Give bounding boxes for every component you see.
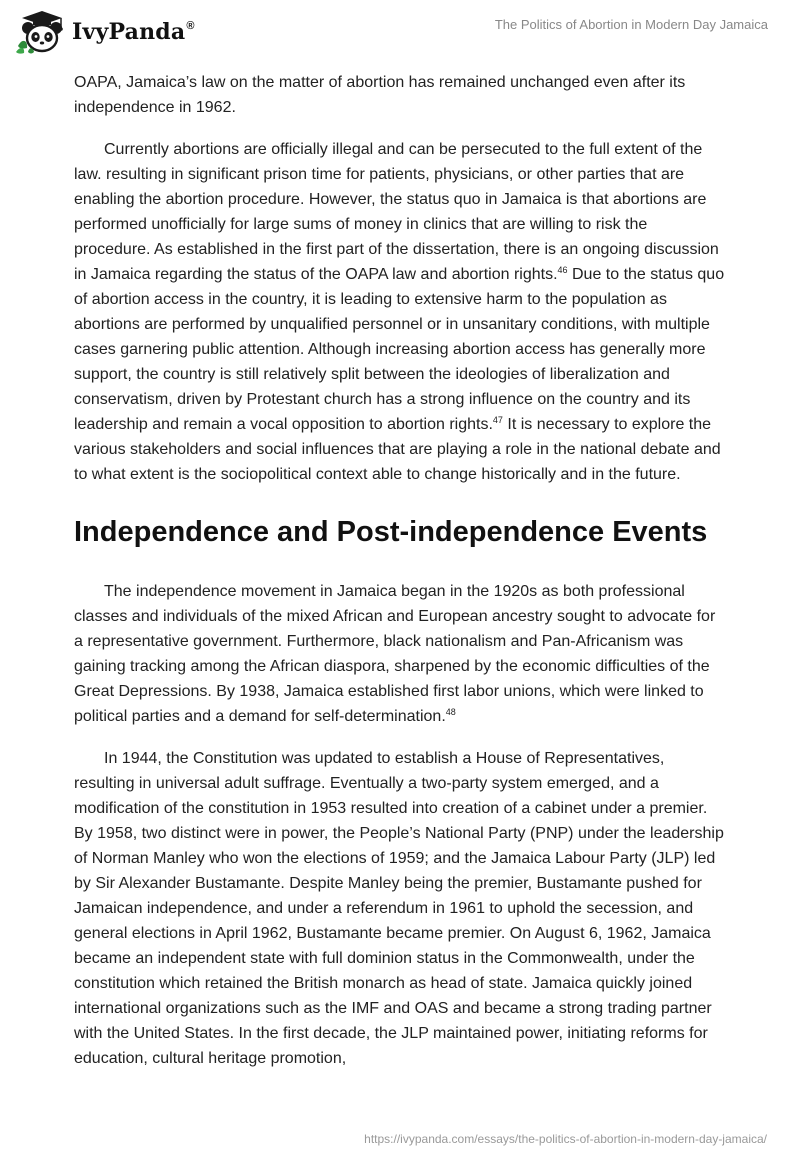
paragraph-continuation: OAPA, Jamaica’s law on the matter of abortion has remained unchanged even after its independence in 1962.: [74, 74, 686, 116]
article-body: [74, 70, 726, 1088]
document-title: The Politics of Abortion in Modern Day Jamaica: [494, 17, 768, 32]
paragraph-text: The independence movement in Jamaica began in the 1920s as both professional classes and individuals of the mixed African and European ancestry sought to advocate for a representative government. Furthermore, black nationalism and Pan-Africanism was gaining tracking among the African diaspora, sharpened by the economic difficulties of the Great Depressions. By 1938, Jamaica established first labor unions, which were linked to political parties and a demand for self-determination.: [74, 583, 716, 725]
paragraph-text: Due to the status quo of abortion access in the country, it is leading to extensive harm to the population as abortions are performed by unqualified personnel or in unsanitary conditions, with multiple cases garnering public attention. Although increasing abortion access has generally more support, the country is still relatively split between the ideologies of liberalization and conservatism, driven by Protestant church has a strong influence on the country and its leadership and remain a vocal opposition to abortion rights.: [74, 266, 725, 433]
footnote-ref-47[interactable]: 47: [492, 415, 503, 425]
paragraph-text: It is necessary to explore the various stakeholders and social influences that are playing a role in the national debate and to what extent is the sociopolitical context able to change historically and in the future.: [74, 416, 721, 483]
paragraph-constitution-history: In 1944, the Constitution was updated to establish a House of Representatives, resulting in universal adult suffrage. Eventually a two-party system emerged, and a modification of the constitution in 1953 resulted into creation of a cabinet under a premier. By 1958, two distinct were in power, the People’s National Party (PNP) under the leadership of Norman Manley who won the elections of 1959; and the Jamaica Labour Party (JLP) led by Sir Alexander Bustamante. Despite Manley being the premier, Bustamante pushed for Jamaican independence, and under a referendum in 1961 to uphold the secession, and general elections in April 1962, Bustamante became premier. On August 6, 1962, Jamaica became an independent state with full dominion status in the Commonwealth, under the constitution which retained the British monarch as head of state. Jamaica quickly joined international organizations such as the IMF and OAS and became a strong trading partner with the United States. In the first decade, the JLP maintained power, initiating reforms for education, cultural heritage promotion,: [74, 750, 724, 1067]
paragraph-independence-movement: [74, 579, 726, 729]
page-header: [0, 0, 800, 62]
source-url-link[interactable]: https://ivypanda.com/essays/the-politics-of-abortion-in-modern-day-jamaica/: [364, 1132, 767, 1146]
panda-graduate-icon: [12, 8, 68, 56]
paragraph-abortion-status: [74, 137, 726, 487]
footnote-ref-46[interactable]: 46: [557, 265, 568, 275]
paragraph-text: Currently abortions are officially illegal and can be persecuted to the full extent of the law. resulting in significant prison time for patients, physicians, or other parties that are enabling the abortion procedure. However, the status quo in Jamaica is that abortions are performed unofficially for large sums of money in clinics that are willing to risk the procedure. As established in the first part of the dissertation, there is an ongoing discussion in Jamaica regarding the status of the OAPA law and abortion rights.: [74, 141, 719, 283]
section-heading: Independence and Post-independence Events: [74, 516, 708, 548]
registered-mark: ®: [186, 19, 195, 32]
ivypanda-logo[interactable]: [12, 8, 195, 56]
footnote-ref-48[interactable]: 48: [445, 707, 456, 717]
brand-name: IvyPanda®: [72, 19, 195, 45]
